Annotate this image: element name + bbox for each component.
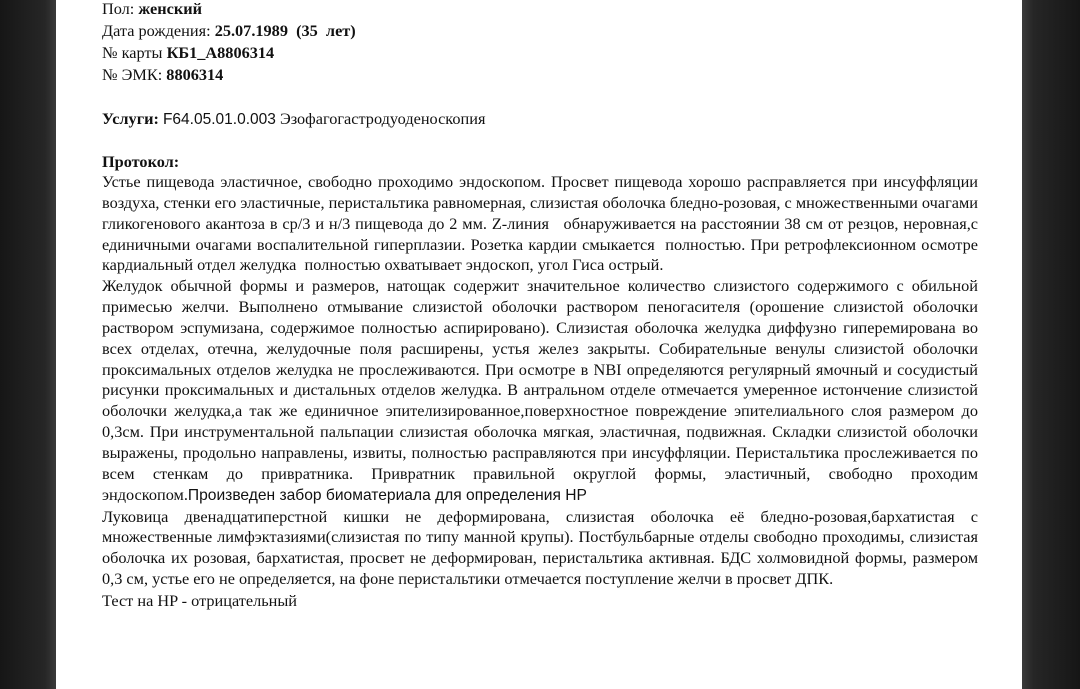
card-label: № карты (102, 43, 163, 62)
card-value: КБ1_А8806314 (166, 43, 275, 62)
protocol-heading (102, 151, 978, 172)
biopsy-note: Произведен забор биоматериала для определения HP (187, 486, 587, 504)
emk-value: 8806314 (166, 65, 224, 84)
sex-row (102, 0, 978, 20)
dob-value: 25.07.1989 (214, 21, 288, 40)
protocol-heading-text: Протокол: (102, 152, 180, 171)
protocol-duodenum-paragraph: Луковица двенадцатиперстной кишки не деформирована, слизистая оболочка её бледно-розовая,бархатистая с множественные лимфэктазиями(слизистая по типу манной крупы). Постбульбарные отделы свободно проходимы, слизистая оболочка их розовая, бархатистая, просвет не деформирован, перистальтика активная. БДС холмовидной формы, размером 0,3 см, устье его не определяется, на фоне перистальтики отмечается поступление желчи в просвет ДПК. (102, 506, 978, 589)
emk-row (102, 64, 978, 86)
sex-label: Пол: (102, 0, 135, 18)
protocol-stomach-text: Желудок обычной формы и размеров, натощак содержит значительное количество слизистого содержимого с обильной примесью желчи. Выполнено отмывание слизистой оболочки раствором пеногасителя (орошение слизистой оболочки раствором эспумизана, содержимое полностью аспирировано). Слизистая оболочка желудка диффузно гиперемирована во всех отделах, отечна, желудочные поля расширены, устья желез закрыты. Собирательные венулы слизистой оболочки проксимальных отделов желудка не прослеживаются. При осмотре в NBI определяются регулярный ямочный и сосудистый рисунки проксимальных и дистальных отделов желудка. В антральном отделе отмечается умеренное истончение слизистой оболочки желудка,а так же единичное эпителизированное,поверхностное повреждение эпителиального слоя размером до 0,3см. При инструментальной пальпации слизистая оболочка мягкая, эластичная, подвижная. Складки слизистой оболочки выражены, продольно направлены, извиты, полностью расправляются при инсуффляции. Перистальтика прослеживается по всем стенкам до привратника. Привратник правильной округлой формы, эластичный, свободно проходим эндоскопом. (102, 276, 978, 504)
hp-test-text: Тест на HP - отрицательный (102, 590, 298, 610)
services-label: Услуги: (102, 109, 159, 128)
service-code: F64.05.01.0.003 (162, 111, 276, 128)
emk-label: № ЭМК: (102, 65, 163, 84)
scan-left-edge (0, 0, 56, 689)
dob-label: Дата рождения: (102, 21, 211, 40)
card-row (102, 42, 978, 64)
age-value: (35 лет) (296, 21, 356, 40)
dob-row (102, 20, 978, 42)
document-page (56, 0, 1022, 689)
service-name: Эзофагогастродуоденоскопия (279, 109, 486, 128)
sex-value: женский (138, 0, 202, 18)
hp-test-result (102, 590, 978, 611)
document-content (102, 0, 983, 611)
protocol-esophagus-paragraph: Устье пищевода эластичное, свободно проходимо эндоскопом. Просвет пищевода хорошо расправляется при инсуффляции воздуха, стенки его эластичные, перистальтика равномерная, слизистая оболочка бледно-розовая, с множественными очагами гликогенового акантоза в ср/3 и н/3 пищевода до 2 мм. Z-линия обнаруживается на расстоянии 38 см от резцов, неровная,с единичными очагами воспалительной гиперплазии. Розетка кардии смыкается полностью. При ретрофлексионном осмотре кардиальный отдел желудка полностью охватывает эндоскоп, угол Гиса острый. (102, 172, 983, 275)
services-row (102, 108, 978, 131)
scan-right-edge (1022, 0, 1080, 689)
protocol-stomach-paragraph (102, 276, 978, 506)
